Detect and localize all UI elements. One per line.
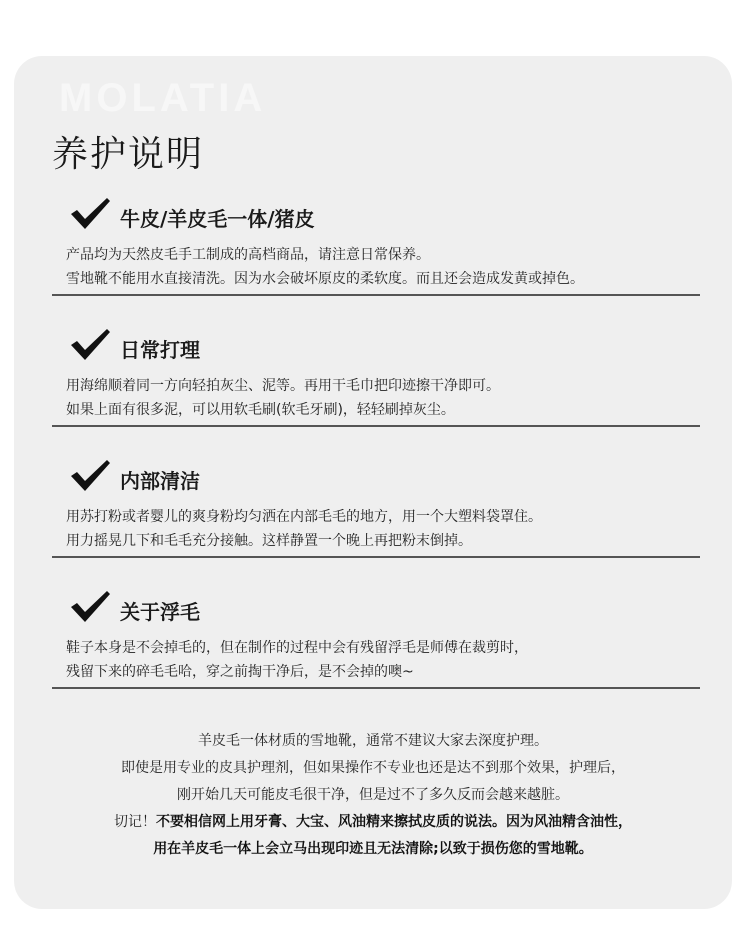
footer-note (14, 728, 732, 863)
warning-text: 用在羊皮毛一体上会立马出现印迹且无法清除;以致于损伤您的雪地靴。 (153, 841, 593, 857)
section-interior-cleaning (52, 461, 700, 558)
divider (52, 294, 700, 296)
page-title: 养护说明 (52, 134, 205, 175)
section-text: 雪地靴不能用水直接清洗。因为水会破坏原皮的柔软度。而且还会造成发黄或掉色。 (66, 271, 584, 287)
footer-line: 刚开始几天可能皮毛很干净，但是过不了多久反而会越来越脏。 (177, 787, 569, 803)
warning-text: 不要相信网上用牙膏、大宝、风油精来擦拭皮质的说法。因为风油精含油性， (156, 814, 632, 830)
section-header (52, 461, 700, 505)
divider (52, 556, 700, 558)
divider (52, 687, 700, 689)
brand-watermark: MOLATIA (59, 76, 267, 120)
check-icon (69, 197, 111, 231)
section-header (52, 330, 700, 374)
section-header (52, 592, 700, 636)
check-icon (69, 590, 111, 624)
section-text: 残留下来的碎毛毛哈，穿之前掏干净后，是不会掉的噢~ (66, 664, 414, 680)
section-text: 产品均为天然皮毛手工制成的高档商品，请注意日常保养。 (66, 247, 430, 263)
check-icon (69, 328, 111, 362)
footer-line: 即使是用专业的皮具护理剂，但如果操作不专业也还是达不到那个效果，护理后， (121, 760, 625, 776)
section-loose-fur (52, 592, 700, 689)
section-title: 牛皮/羊皮毛一体/猪皮 (120, 207, 315, 231)
care-instructions-card (14, 56, 732, 909)
section-title: 内部清洁 (120, 469, 200, 493)
section-title: 日常打理 (120, 338, 200, 362)
section-text: 用海绵顺着同一方向轻拍灰尘、泥等。再用干毛巾把印迹擦干净即可。 (66, 378, 500, 394)
section-title: 关于浮毛 (120, 600, 200, 624)
section-leather (52, 199, 700, 296)
footer-warning-line (14, 809, 732, 836)
section-text: 用苏打粉或者婴儿的爽身粉均匀洒在内部毛毛的地方，用一个大塑料袋罩住。 (66, 509, 542, 525)
divider (52, 425, 700, 427)
section-text: 用力摇晃几下和毛毛充分接触。这样静置一个晚上再把粉末倒掉。 (66, 533, 472, 549)
section-text: 鞋子本身是不会掉毛的，但在制作的过程中会有残留浮毛是师傅在裁剪时， (66, 640, 528, 656)
check-icon (69, 459, 111, 493)
section-daily-care (52, 330, 700, 427)
footer-line: 羊皮毛一体材质的雪地靴，通常不建议大家去深度护理。 (198, 733, 548, 749)
section-header (52, 199, 700, 243)
warning-prefix: 切记！ (114, 814, 156, 830)
section-text: 如果上面有很多泥，可以用软毛刷(软毛牙刷)，轻轻刷掉灰尘。 (66, 402, 455, 418)
